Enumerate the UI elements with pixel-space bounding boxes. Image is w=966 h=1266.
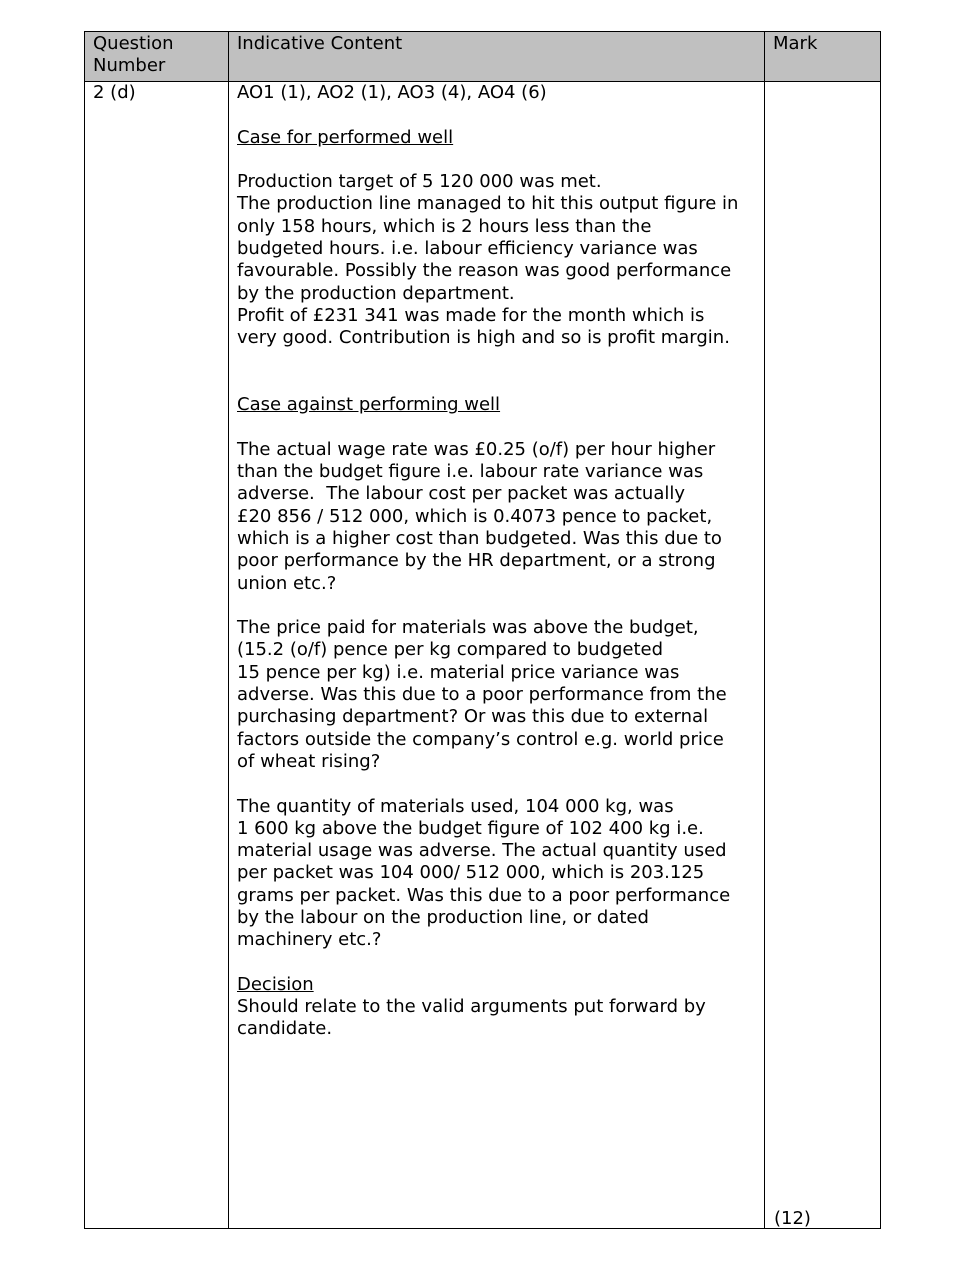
- header-mark: Mark: [765, 32, 881, 82]
- content-line: 1 600 kg above the budget figure of 102 400 kg i.e.: [237, 817, 704, 839]
- mark-value: (12): [774, 1207, 811, 1229]
- content-line: Profit of £231 341 was made for the month which is: [237, 304, 705, 326]
- content-line: [237, 372, 756, 394]
- content-line: purchasing department? Or was this due to external: [237, 706, 709, 728]
- content-line: union etc.?: [237, 572, 337, 594]
- content-line: 15 pence per kg) i.e. material price variance was: [237, 661, 680, 683]
- content-line: candidate.: [237, 1018, 333, 1040]
- header-indicative-content: Indicative Content: [229, 32, 765, 82]
- section-heading: Case against performing well: [237, 394, 501, 416]
- content-line: very good. Contribution is high and so is profit margin.: [237, 327, 730, 349]
- content-line: [237, 595, 756, 617]
- content-line: AO1 (1), AO2 (1), AO3 (4), AO4 (6): [237, 82, 547, 103]
- mark-scheme-table: [84, 31, 881, 1229]
- mark-cell: [765, 82, 881, 1229]
- content-line: grams per packet. Was this due to a poor performance: [237, 884, 731, 906]
- content-line: [237, 416, 756, 438]
- content-line: adverse. The labour cost per packet was actually: [237, 483, 686, 505]
- content-line: The price paid for materials was above the budget,: [237, 617, 699, 639]
- content-line: [237, 773, 756, 795]
- section-heading: Decision: [237, 973, 314, 995]
- content-line: factors outside the company’s control e.g. world price: [237, 728, 724, 750]
- content-line: The production line managed to hit this output figure in: [237, 193, 739, 215]
- content-line: [237, 952, 756, 974]
- content-line: budgeted hours. i.e. labour efficiency variance was: [237, 238, 698, 260]
- content-line: by the production department.: [237, 282, 515, 304]
- content-line: Should relate to the valid arguments put forward by: [237, 996, 706, 1018]
- question-number: 2 (d): [85, 82, 229, 1229]
- content-line: of wheat rising?: [237, 750, 381, 772]
- section-heading: Case for performed well: [237, 126, 454, 148]
- header-question-label-1: Question: [93, 33, 174, 54]
- content-line: poor performance by the HR department, or a strong: [237, 550, 716, 572]
- content-line: by the labour on the production line, or dated: [237, 906, 649, 928]
- content-line: (15.2 (o/f) pence per kg compared to budgeted: [237, 639, 664, 661]
- content-line: adverse. Was this due to a poor performance from the: [237, 684, 727, 706]
- table-row: [85, 82, 881, 1229]
- content-line: only 158 hours, which is 2 hours less than the: [237, 215, 652, 237]
- indicative-content: [229, 82, 765, 1229]
- header-question-label-2: Number: [93, 55, 166, 77]
- header-row: [85, 32, 881, 82]
- content-line: Production target of 5 120 000 was met.: [237, 171, 602, 193]
- content-line: machinery etc.?: [237, 929, 382, 951]
- content-line: favourable. Possibly the reason was good performance: [237, 260, 732, 282]
- content-line: £20 856 / 512 000, which is 0.4073 pence to packet,: [237, 505, 713, 527]
- content-line: The actual wage rate was £0.25 (o/f) per hour higher: [237, 438, 716, 460]
- content-line: per packet was 104 000/ 512 000, which is 203.125: [237, 862, 705, 884]
- content-line: material usage was adverse. The actual quantity used: [237, 840, 727, 862]
- content-line: The quantity of materials used, 104 000 kg, was: [237, 795, 674, 817]
- content-line: than the budget figure i.e. labour rate variance was: [237, 461, 704, 483]
- content-line: [237, 104, 756, 126]
- content-line: [237, 350, 756, 372]
- content-line: which is a higher cost than budgeted. Was this due to: [237, 527, 722, 549]
- header-question-number: [85, 32, 229, 82]
- content-line: [237, 149, 756, 171]
